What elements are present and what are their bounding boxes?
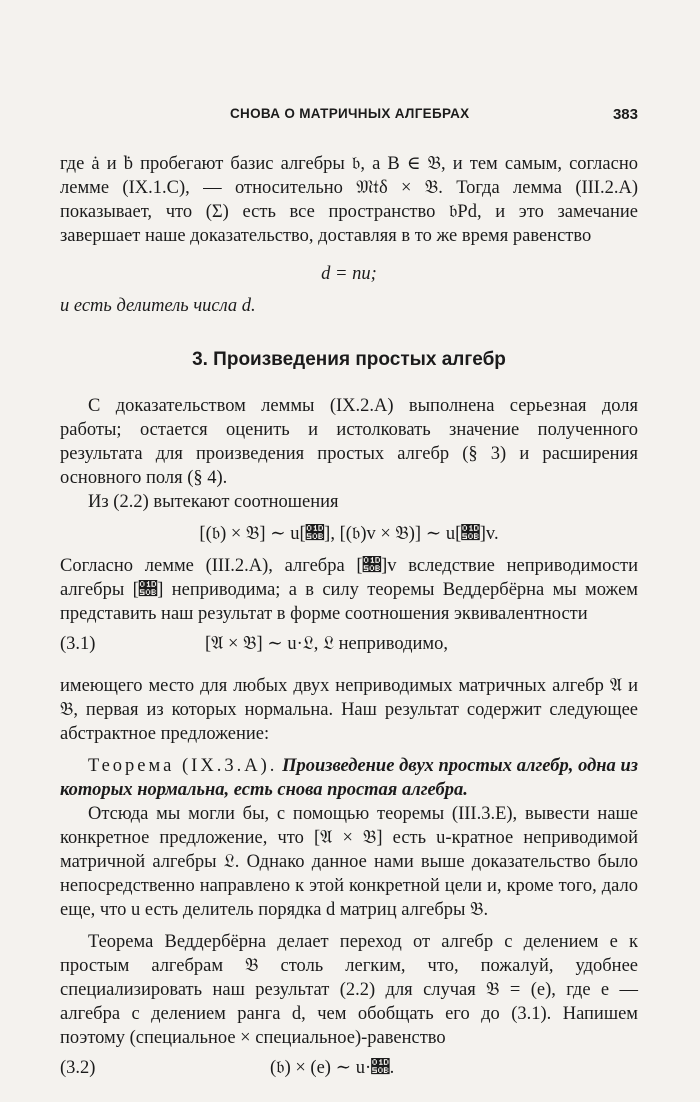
equation-3-1-row: [60, 626, 638, 660]
paragraph-intro: где ȧ и ḃ пробегают базис алгебры 𝔟, a B ∈ 𝔅, и тем самым, согласно лемме (IX.1.C), — относительно 𝔐𝔱δ × 𝔅. Тогда лемма (III.2.A) показывает, что (Σ) есть все пространство 𝔟Pd, и это замечание завершает наше доказательство, доставляя в то же время равенство: [60, 154, 638, 246]
equation-relations: [(𝔟) × 𝔅] ∼ u[𝔋], [(𝔟)v × 𝔅)] ∼ u[𝔋]v.: [199, 524, 499, 544]
page-header: [60, 106, 638, 130]
paragraph-holds: имеющего место для любых двух неприводимых матричных алгебр 𝔄 и 𝔅, первая из которых нормальна. Наш результат содержит следующее абстрактное предложение:: [60, 676, 638, 744]
equation-3-1: [𝔄 × 𝔅] ∼ u·𝔏, 𝔏 неприводимо,: [205, 634, 448, 654]
equation-3-2-row: [60, 1050, 638, 1084]
paragraph-hence: Отсюда мы могли бы, с помощью теоремы (III.3.E), вывести наше конкретное предложение, что [𝔄 × 𝔅] есть u-кратное неприводимой матричной алгебры 𝔏. Однако данное нами выше доказательство было непосредственно направлено к этой конкретной цели и, кроме того, дало еще, что u есть делитель порядка d матриц алгебры 𝔅.: [60, 804, 638, 920]
page-body: [60, 152, 638, 1084]
theorem: [60, 754, 638, 802]
equation-3-1-number: (3.1): [60, 634, 96, 654]
page-number: 383: [612, 106, 638, 123]
paragraph-relations: Из (2.2) вытекают соотношения: [88, 492, 339, 512]
paragraph-lemma: С доказательством леммы (IX.2.A) выполнена серьезная доля работы; остается оценить и истолковать значение полученного результата для произведения простых алгебр (§ 3) и расширения основного поля (§ 4).: [60, 396, 638, 488]
paragraph-divisor: и есть делитель числа d.: [60, 296, 256, 316]
theorem-text: Произведение двух простых алгебр, одна из которых нормальна, есть снова простая алгебра.: [60, 756, 639, 800]
theorem-label: Теорема (IX.3.A).: [88, 756, 278, 776]
section-heading: 3. Произведения простых алгебр: [192, 349, 506, 370]
equation-3-2-number: (3.2): [60, 1058, 96, 1078]
running-title: СНОВА О МАТРИЧНЫХ АЛГЕБРАХ: [230, 106, 470, 121]
equation-d: d = nu;: [321, 264, 377, 284]
paragraph-according: Согласно лемме (III.2.A), алгебра [𝔋]v вследствие неприводимости алгебры [𝔋] неприводима; а в силу теоремы Веддербёрна мы можем представить наш результат в форме соотношения эквивалентности: [60, 556, 638, 624]
paragraph-wedderburn: Теорема Веддербёрна делает переход от алгебр с делением e к простым алгебрам 𝔅 столь легким, что, пожалуй, удобнее специализировать наш результат (2.2) для случая 𝔅 = (e), где e — алгебра с делением ранга d, чем обобщать его до (3.1). Напишем поэтому (специальное × специальное)-равенство: [60, 932, 638, 1048]
equation-3-2: (𝔟) × (e) ∼ u·𝔋.: [270, 1058, 395, 1078]
